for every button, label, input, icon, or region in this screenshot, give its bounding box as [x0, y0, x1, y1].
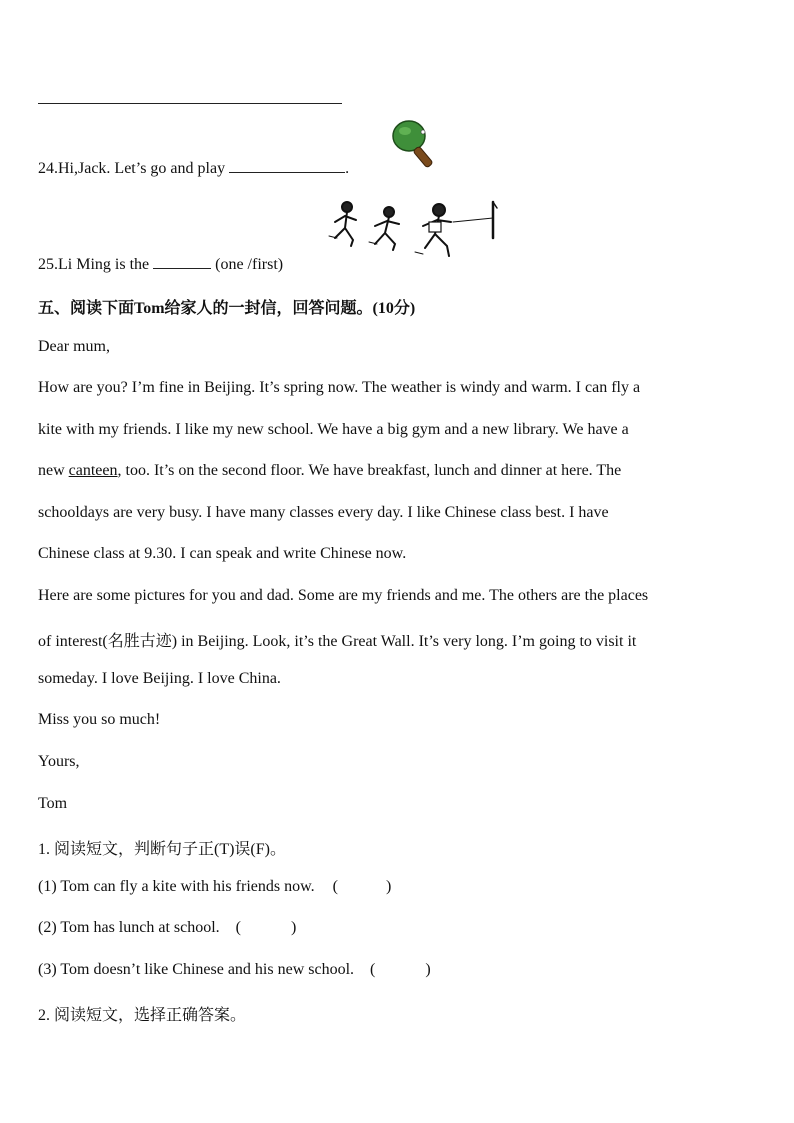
answer-paren[interactable]: ( ) — [235, 919, 297, 936]
answer-line-23[interactable] — [38, 103, 342, 104]
question-number: 24. — [38, 160, 58, 177]
answer-paren[interactable]: ( ) — [370, 961, 431, 978]
question-25 — [38, 254, 750, 274]
letter-signoff: Yours, — [38, 753, 80, 770]
letter-line — [38, 462, 750, 480]
section-heading-name: Tom — [134, 300, 165, 317]
answer-blank[interactable] — [153, 254, 211, 269]
question-hint: (one /first) — [215, 256, 284, 273]
underlined-word: canteen — [68, 462, 118, 479]
letter-line: kite with my friends. I like my new school. We have a big gym and a new library. We have a — [38, 421, 629, 438]
tf-question-text: (1) Tom can fly a kite with his friends now. — [38, 878, 315, 895]
answer-blank[interactable] — [229, 158, 345, 173]
letter-closing: Miss you so much! — [38, 711, 161, 728]
question-text: Hi,Jack. Let’s go and play — [58, 160, 226, 177]
letter-text: , too. It’s on the second floor. We have breakfast, lunch and dinner at here. The — [117, 462, 622, 479]
tf-question-text: (3) Tom doesn’t like Chinese and his new school. — [38, 961, 355, 978]
letter-line: Here are some pictures for you and dad. Some are my friends and me. The others are the places — [38, 587, 649, 604]
section-5-heading — [38, 295, 750, 318]
letter-text: new — [38, 462, 69, 479]
letter-greeting: Dear mum, — [38, 338, 110, 355]
section-heading-prefix: 五、阅读下面 — [38, 300, 135, 317]
letter-line: Chinese class at 9.30. I can speak and write Chinese now. — [38, 545, 407, 562]
section-heading-suffix: 给家人的一封信，回答问题。(10分) — [164, 300, 416, 317]
tf-question-2 — [38, 919, 750, 937]
tf-question-3 — [38, 961, 750, 979]
tf-question-text: (2) Tom has lunch at school. — [38, 919, 220, 936]
tf-question-1 — [38, 878, 750, 896]
part-1-instruction: 1. 阅读短文，判断句子正(T)误(F)。 — [38, 841, 286, 858]
question-text-end: . — [345, 160, 350, 177]
letter-line: of interest(名胜古迹) in Beijing. Look, it’s the Great Wall. It’s very long. I’m going to visit it — [38, 633, 637, 650]
letter-signature: Tom — [38, 795, 68, 812]
question-number: 25. — [38, 256, 58, 273]
letter-line: someday. I love Beijing. I love China. — [38, 670, 281, 687]
letter-line: schooldays are very busy. I have many classes every day. I like Chinese class best. I have — [38, 504, 609, 521]
question-text: Li Ming is the — [58, 256, 150, 273]
question-24 — [38, 158, 750, 178]
part-2-instruction: 2. 阅读短文，选择正确答案。 — [38, 1007, 247, 1024]
answer-paren[interactable]: ( ) — [332, 878, 392, 895]
letter-line: How are you? I’m fine in Beijing. It’s spring now. The weather is windy and warm. I can fly a — [38, 379, 641, 396]
